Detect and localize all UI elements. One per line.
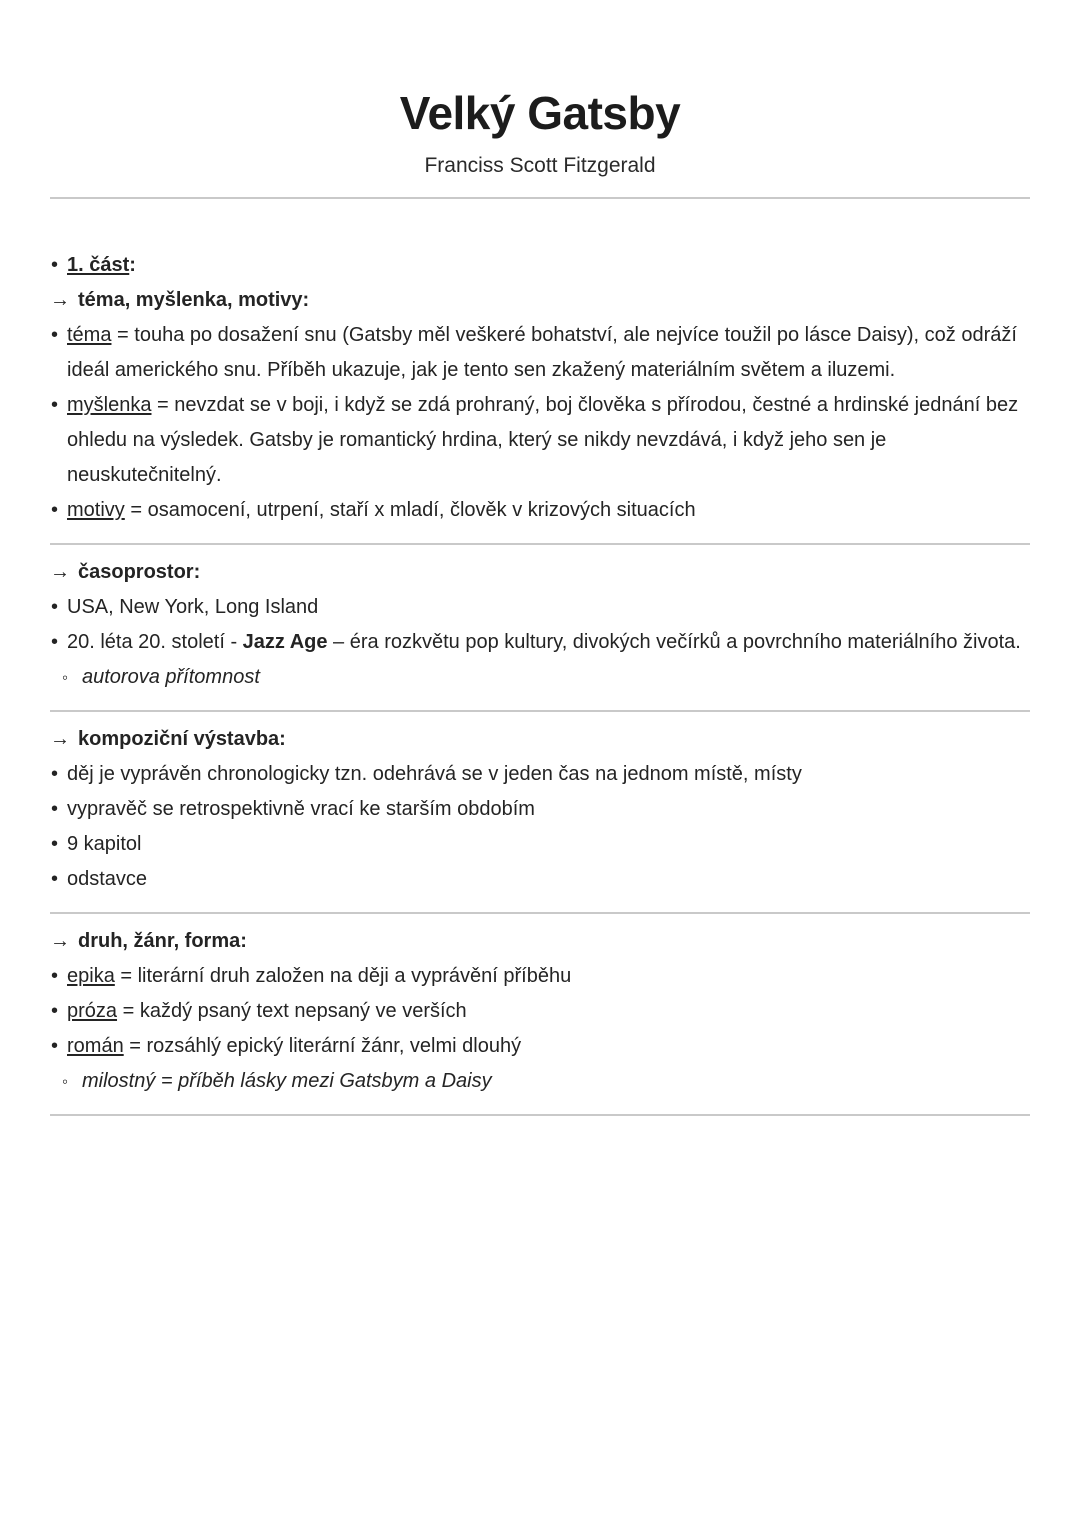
list-item-text: 9 kapitol [67,833,142,855]
list-item [50,862,1030,897]
arrow-icon: → [50,930,70,952]
list-item [50,625,1030,660]
section-divider [50,1114,1030,1116]
header-divider [50,197,1030,199]
hollow-bullet-icon: ◦ [62,668,69,687]
hollow-bullet-icon: ◦ [62,1072,69,1091]
list-item-text [67,1000,467,1022]
arrow-icon: → [50,289,70,311]
sub-list-item-text: autorova přítomnost [82,666,260,688]
part-label [50,248,1030,283]
list-item [50,792,1030,827]
section-heading-text: časoprostor: [78,561,201,583]
list-item-text [67,1035,521,1057]
bullet-icon: • [51,324,59,346]
term: próza [67,1000,118,1022]
document-header [50,0,1030,180]
part-term: 1. část [67,254,130,276]
section-heading [50,924,1030,959]
definition: = každý psaný text nepsaný ve verších [117,1000,467,1022]
list-item-text [67,324,1017,381]
definition: = rozsáhlý epický literární žánr, velmi dlouhý [123,1035,522,1057]
list-item [50,757,1030,792]
list-item-text [67,499,696,521]
list-item [50,388,1030,493]
sub-list-item-text: milostný = příběh lásky mezi Gatsbym a Daisy [82,1070,492,1092]
bullet-icon: • [51,833,59,855]
part-label-text [67,254,136,276]
list-item [50,590,1030,625]
term: motivy [67,499,125,521]
list-item-text: USA, New York, Long Island [67,596,319,618]
list-item [50,493,1030,528]
list-item-text: děj je vyprávěn chronologicky tzn. odehrává se v jeden čas na jednom místě, místy [67,763,802,785]
definition: = touha po dosažení snu (Gatsby měl veškeré bohatství, ale nejvíce toužil po lásce Daisy), což odráží ideál amerického snu. Příběh ukazuje, jak je tento sen zkažený materiálním světem a iluzemi. [67,324,1017,381]
list-item [50,959,1030,994]
term: téma [67,324,112,346]
sub-list-item [50,660,1030,695]
section-heading-text: kompoziční výstavba: [78,728,286,750]
definition: = osamocení, utrpení, staří x mladí, člověk v krizových situacích [124,499,696,521]
bullet-icon: • [51,499,59,521]
bullet-icon: • [51,631,59,653]
section-heading-text: téma, myšlenka, motivy: [78,289,310,311]
section-kompozicni-vystavba [50,722,1030,897]
section-heading-text: druh, žánr, forma: [78,930,247,952]
list-item-text [67,965,571,987]
list-item [50,318,1030,388]
section-heading [50,555,1030,590]
bullet-icon: • [51,596,59,618]
page-subtitle: Franciss Scott Fitzgerald [424,154,656,177]
list-item-text: odstavce [67,868,148,890]
list-item-text [67,394,1018,486]
list-item-text [67,631,1021,653]
bullet-icon: • [51,965,59,987]
bold-term: Jazz Age [242,631,328,653]
sub-list-item [50,1064,1030,1099]
section-tema-myslenka-motivy [50,283,1030,528]
section-divider [50,710,1030,712]
bullet-icon: • [51,1035,59,1057]
term: myšlenka [67,394,152,416]
bullet-icon: • [51,798,59,820]
definition: = literární druh založen na ději a vyprávění příběhu [114,965,572,987]
page-title: Velký Gatsby [399,87,681,139]
bullet-icon: • [51,394,59,416]
part-suffix: : [129,254,136,276]
section-divider [50,912,1030,914]
section-heading [50,283,1030,318]
section-casoprostor [50,555,1030,695]
list-item [50,827,1030,862]
list-item [50,994,1030,1029]
list-item-text: vypravěč se retrospektivně vrací ke starším obdobím [67,798,535,820]
term: román [67,1035,124,1057]
definition: = nevzdat se v boji, i když se zdá prohraný, boj člověka s přírodou, čestné a hrdinské jednání bez ohledu na výsledek. Gatsby je romantický hrdina, který se nikdy nevzdává, i když jeho sen je neuskutečnitelný. [67,394,1019,486]
bullet-icon: • [51,868,59,890]
text-prefix: 20. léta 20. století - [67,631,243,653]
text-suffix: – éra rozkvětu pop kultury, divokých večírků a povrchního materiálního života. [327,631,1021,653]
list-item [50,1029,1030,1064]
section-druh-zanr-forma [50,924,1030,1099]
bullet-icon: • [51,763,59,785]
section-heading [50,722,1030,757]
bullet-icon: • [51,1000,59,1022]
section-divider [50,543,1030,545]
bullet-icon: • [51,254,59,276]
arrow-icon: → [50,728,70,750]
arrow-icon: → [50,561,70,583]
term: epika [67,965,115,987]
